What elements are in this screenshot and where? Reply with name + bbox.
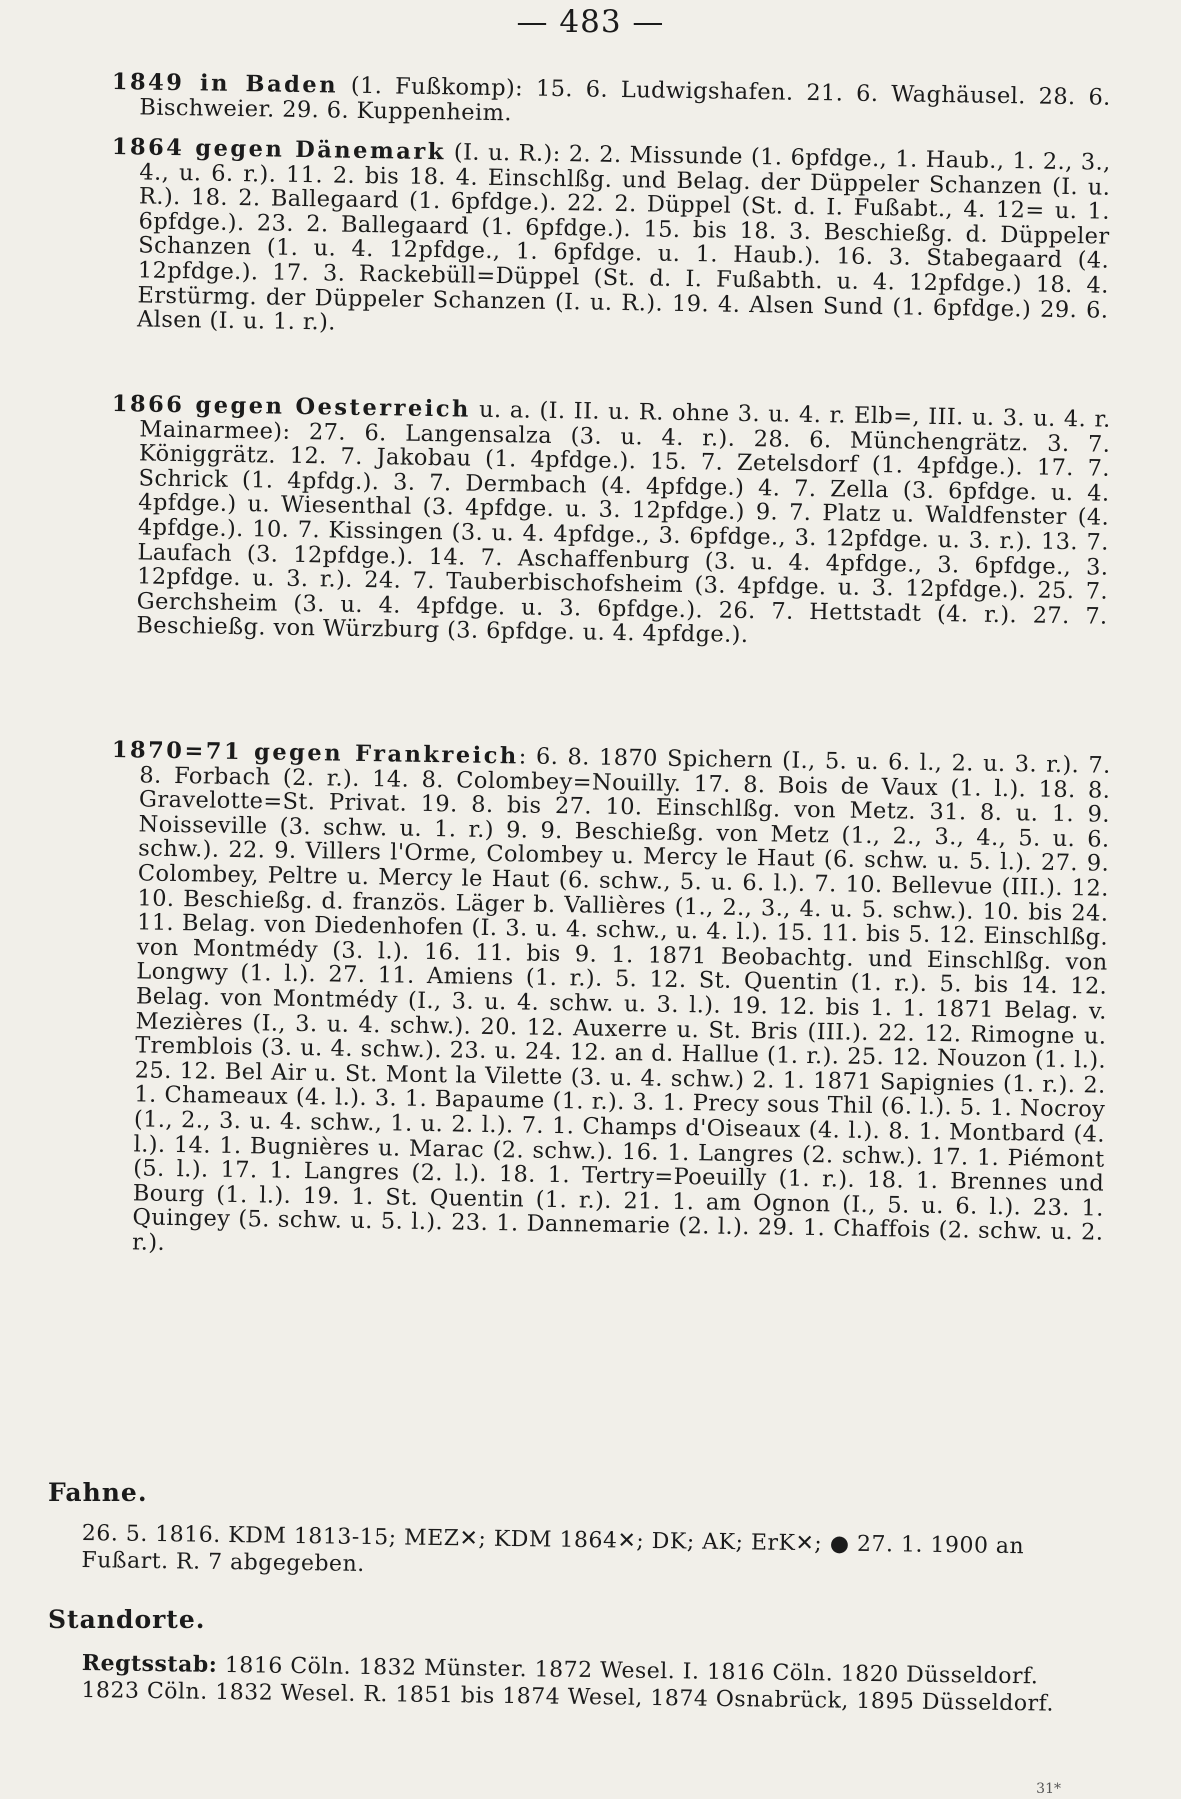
- campaign-body: (I. u. R.): 2. 2. Missunde (1. 6pfdge., 1. Haub., 1. 2., 3., 4., u. 6. r.). 11. 2. bis 18. 4. Einschlßg. und Belag. der Düppeler Schanzen (I. u. R.). 18. 2. Ballegaard (1. 6pfdge.). 22. 2. Düppel (St. d. I. Fußabt., 4. 12= u. 1. 6pfdge.). 23. 2. Ballegaard (1. 6pfdge.). 15. bis 18. 3. Beschießg. d. Düppeler Schanzen (1. u. 4. 12pfdge., 1. 6pfdge. u. 1. Haub.). 16. 3. Stabegaard (4. 12pfdge.). 17. 3. Rackebüll=Düppel (St. d. I. Fußabth. u. 4. 12pfdge.) 18. 4. Erstürmg. der Düppeler Schanzen (I. u. R.). 19. 4. Alsen Sund (1. 6pfdge.) 29. 6. Alsen (I. u. 1. r.).: [136, 139, 1111, 336]
- signature-mark: 31*: [1036, 1781, 1061, 1797]
- standorte-label: Regtsstab:: [81, 1650, 218, 1678]
- standorte-body: 1816 Cöln. 1832 Münster. 1872 Wesel. I. 1816 Cöln. 1820 Düsseldorf. 1823 Cöln. 1832 Wesel. R. 1851 bis 1874 Wesel, 1874 Osnabrück, 1895 Düsseldorf.: [81, 1652, 1055, 1717]
- standorte-text: [81, 1650, 1081, 1718]
- campaign-1870: [112, 738, 1111, 1254]
- campaign-body: u. a. (I. II. u. R. ohne 3. u. 4. r. Elb=, III. u. 3. u. 4. r. Mainarmee): 27. 6. Langensalza (3. u. 4. r.). 28. 6. Münchengrätz. 3. 7. Königgrätz. 12. 7. Jakobau (1. 4pfdge.). 15. 7. Zetelsdorf (1. 4pfdge.). 17. 7. Schrick (1. 4pfdg.). 3. 7. Dermbach (4. 4pfdge.) 4. 7. Zella (3. 6pfdge. u. 4. 4pfdge.) u. Wiesenthal (3. 4pfdge. u. 3. 12pfdge.) 9. 7. Platz u. Waldfenster (4. 4pfdge.). 10. 7. Kissingen (3. u. 4. 4pfdge., 3. 6pfdge., 3. 12pfdge. u. 3. r.). 13. 7. Laufach (3. 12pfdge.). 14. 7. Aschaffenburg (3. u. 4. 4pfdge., 3. 6pfdge., 3. 12pfdge. u. 3. r.). 24. 7. Tauberbischofsheim (3. 4pfdge. u. 3. 12pfdge.). 25. 7. Gerchsheim (3. u. 4. 4pfdge. u. 3. 6pfdge.). 26. 7. Hettstadt (4. r.). 27. 7. Beschießg. von Würzburg (3. 6pfdge. u. 4. 4pfdge.).: [136, 396, 1111, 649]
- campaign-title: 1849 in Baden: [111, 69, 339, 99]
- standorte-heading: Standorte.: [48, 1605, 206, 1634]
- campaign-1866: [111, 391, 1111, 649]
- page-number: — 483 —: [516, 4, 665, 40]
- campaign-entry: [108, 392, 1111, 654]
- campaign-title: 1864 gegen Dänemark: [111, 134, 446, 166]
- campaign-title: 1866 gegen Oesterreich: [111, 391, 472, 423]
- campaign-entry: [109, 135, 1111, 347]
- campaign-entry: [104, 738, 1111, 1270]
- campaign-1864: [111, 134, 1111, 336]
- campaign-body: : 6. 8. 1870 Spichern (I., 5. u. 6. l., 2. u. 3. r.). 7. 8. Forbach (2. r.). 14. 8. Colombey=Nouilly. 17. 8. Bois de Vaux (1. l.). 18. 8. Gravelotte=St. Privat. 19. 8. bis 27. 10. Einschlßg. von Metz. 31. 8. u. 1. 9. Noisseville (3. schw. u. 1. r.) 9. 9. Beschießg. von Metz (1., 2., 3., 4., 5. u. 6. schw.). 22. 9. Villers l'Orme, Colombey u. Mercy le Haut (6. schw. u. 5. l.). 27. 9. Colombey, Peltre u. Mercy le Haut (6. schw., 5. u. 6. l.). 7. 10. Bellevue (III.). 12. 10. Beschießg. d. französ. Läger b. Vallières (1., 2., 3., 4. u. 5. schw.). 10. bis 24. 11. Belag. von Diedenhofen (I. 3. u. 4. schw., u. 4. l.). 15. 11. bis 5. 12. Einschlßg. von Montmédy (3. l.). 16. 11. bis 9. 1. 1871 Beobachtg. und Einschlßg. von Longwy (1. l.). 27. 11. Amiens (1. r.). 5. 12. St. Quentin (1. r.). 5. bis 14. 12. Belag. von Montmédy (I., 3. u. 4. schw. u. 3. l.). 19. 12. bis 1. 1. 1871 Belag. v. Mezières (I., 3. u. 4. schw.). 20. 12. Auxerre u. St. Bris (III.). 22. 12. Rimogne u. Tremblois (3. u. 4. schw.). 23. u. 24. 12. an d. Hallue (1. r.). 25. 12. Nouzon (1. l.). 25. 12. Bel Air u. St. Mont la Vilette (3. u. 4. schw.) 2. 1. 1871 Sapignies (1. r.). 2. 1. Chameaux (4. l.). 3. 1. Bapaume (1. r.). 3. 1. Precy sous Thil (6. l.). 5. 1. Nocroy (1., 2., 3. u. 4. schw., 1. u. 2. l.). 7. 1. Champs d'Oiseaux (4. l.). 8. 1. Montbard (4. l.). 14. 1. Bugnières u. Marac (2. schw.). 16. 1. Langres (2. schw.). 17. 1. Piémont (5. l.). 17. 1. Langres (2. l.). 18. 1. Tertry=Poeuilly (1. r.). 18. 1. Brennes und Bourg (1. l.). 19. 1. St. Quentin (1. r.). 21. 1. am Ognon (I., 5. u. 6. l.). 23. 1. Quingey (5. schw. u. 5. l.). 23. 1. Dannemarie (2. l.). 29. 1. Chaffois (2. schw. u. 2. r.).: [131, 743, 1111, 1256]
- campaign-title: 1870=71 gegen Frankreich: [111, 737, 519, 770]
- campaign-1849: [111, 69, 1111, 126]
- fahne-heading: Fahne.: [48, 1478, 148, 1507]
- campaign-entry: [111, 70, 1111, 135]
- fahne-text: 26. 5. 1816. KDM 1813-15; MEZ✕; KDM 1864✕; DK; AK; ErK✕; ● 27. 1. 1900 an Fußart. R. 7 abgegeben.: [81, 1520, 1025, 1577]
- campaign-body: (1. Fußkomp): 15. 6. Ludwigshafen. 21. 6. Waghäusel. 28. 6. Bischweier. 29. 6. Kuppenheim.: [139, 72, 1111, 126]
